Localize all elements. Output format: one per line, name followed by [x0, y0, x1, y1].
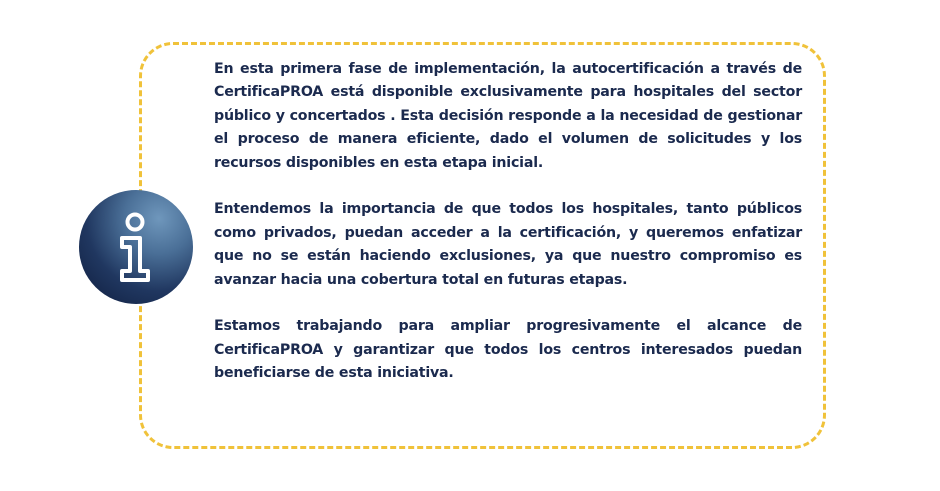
notice-paragraph-1: En esta primera fase de implementación, la autocertificación a través de CertificaPROA está disponible exclusivamente para hospitales del sector público y concertados . Esta decisión responde a la necesidad de gestionar el proceso de manera eficiente, dado el volumen de solicitudes y los recursos disponibles en esta etapa inicial. [214, 61, 802, 171]
info-icon [79, 190, 193, 304]
notice-paragraph-3: Estamos trabajando para ampliar progresivamente el alcance de CertificaPROA y garantizar que todos los centros interesados puedan beneficiarse de esta iniciativa. [214, 318, 802, 382]
info-glyph [79, 190, 193, 304]
notice-paragraph-2: Entendemos la importancia de que todos los hospitales, tanto públicos como privados, puedan acceder a la certificación, y queremos enfatizar que no se están haciendo exclusiones, ya que nuestro compromiso es avanzar hacia una cobertura total en futuras etapas. [214, 201, 802, 288]
notice-text [214, 58, 802, 386]
